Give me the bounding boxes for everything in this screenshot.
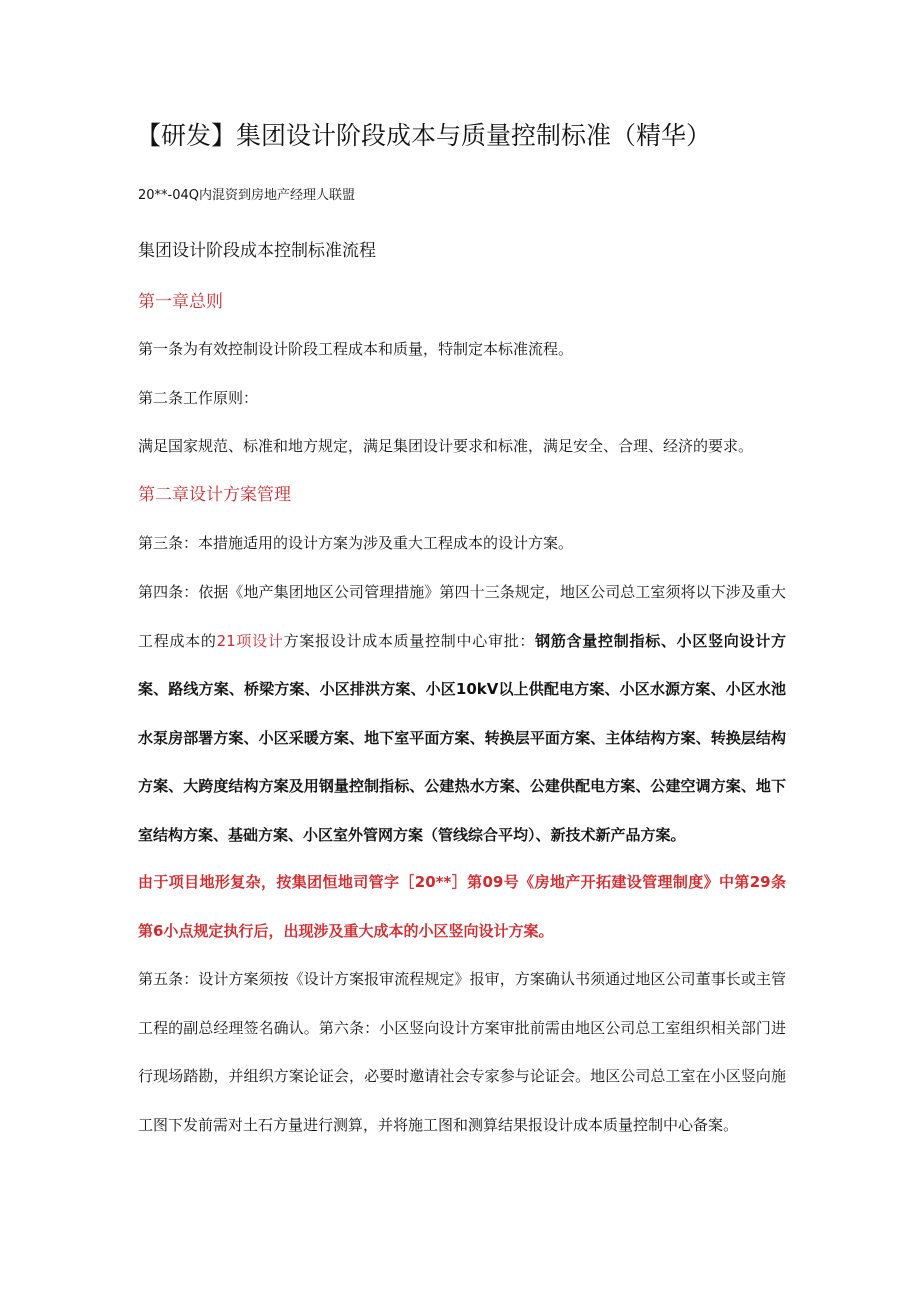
article-4	[138, 568, 786, 859]
chapter-2-heading: 第二章设计方案管理	[138, 485, 291, 505]
article-2-heading: 第二条工作原则：	[138, 389, 259, 407]
article-4-highlight: 21项设计	[216, 631, 284, 650]
article-3: 第三条：本措施适用的设计方案为涉及重大工程成本的设计方案。	[138, 534, 574, 552]
red-note	[138, 858, 786, 955]
article-4-approval: 方案报设计成本质量控制中心审批：	[283, 631, 536, 650]
article-4-plan-list: 钢筋含量控制指标、小区竖向设计方案、路线方案、桥梁方案、小区排洪方案、小区10kV以上供配电方案、小区水源方案、小区水池水泵房部署方案、小区采暖方案、地下室平面方案、转换层平面方案、主体结构方案、转换层结构方案、大跨度结构方案及用钢量控制指标、公建热水方案、公建供配电方案、公建空调方案、地下室结构方案、基础方案、小区室外管网方案（管线综合平均）、新技术新产品方案。	[138, 631, 786, 844]
article-4-intro: 第四条：依据《地产集团地区公司管理措施》第四十三条规定，地区公司总工室须将以下涉及重大工程成本的	[138, 583, 786, 650]
article-2-body: 满足国家规范、标准和地方规定，满足集团设计要求和标准，满足安全、合理、经济的要求。	[138, 437, 754, 455]
article-1: 第一条为有效控制设计阶段工程成本和质量，特制定本标准流程。	[138, 340, 574, 358]
document-meta: 20**-04Q内混资到房地产经理人联盟	[138, 188, 356, 203]
chapter-1-heading: 第一章总则	[138, 292, 223, 312]
red-note-text: 由于项目地形复杂，按集团恒地司管字［20**］第09号《房地产开拓建设管理制度》中第29条第6小点规定执行后，出现涉及重大成本的小区竖向设计方案。	[138, 873, 786, 940]
article-5-6: 第五条：设计方案须按《设计方案报审流程规定》报审，方案确认书须通过地区公司董事长或主管工程的副总经理签名确认。第六条：小区竖向设计方案审批前需由地区公司总工室组织相关部门进行现场踏勘，并组织方案论证会，必要时邀请社会专家参与论证会。地区公司总工室在小区竖向施工图下发前需对土石方量进行测算，并将施工图和测算结果报设计成本质量控制中心备案。	[138, 970, 786, 1134]
document-title: 【研发】集团设计阶段成本与质量控制标准（精华）	[136, 121, 712, 150]
document-subtitle: 集团设计阶段成本控制标准流程	[138, 241, 376, 261]
